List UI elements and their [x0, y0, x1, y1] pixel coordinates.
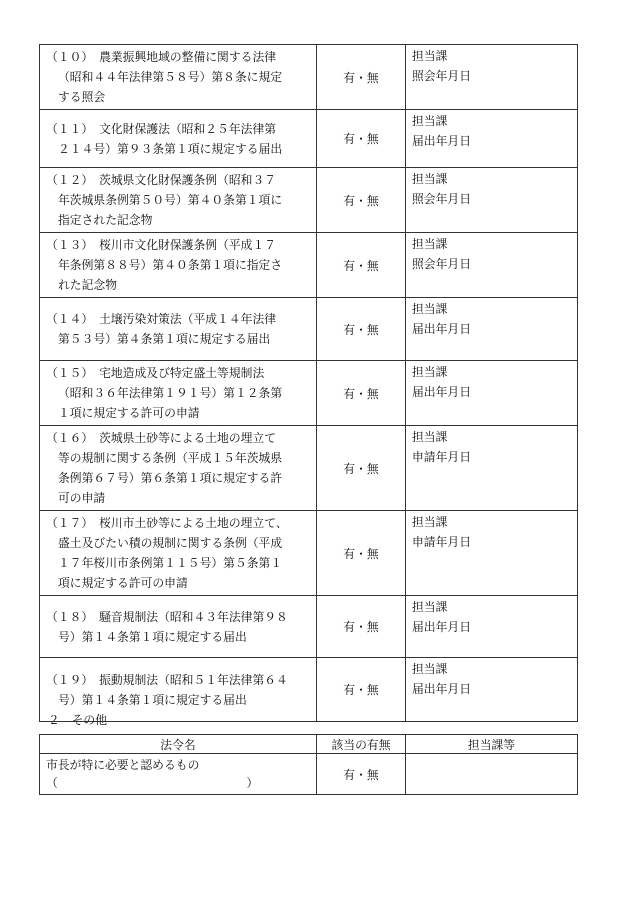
other-law-cell — [40, 754, 317, 795]
law-row — [40, 233, 578, 298]
law-text-line: １項に規定する許可の申請 — [58, 406, 200, 420]
yes-no-cell: 有・無 — [317, 45, 406, 110]
department-cell — [406, 45, 578, 110]
law-text-line: １７年桜川市条例第１１５号）第５条第１ — [58, 556, 283, 570]
law-text-line: 等の規制に関する条例（平成１５年茨城県 — [58, 451, 283, 465]
yes-no-cell: 有・無 — [317, 361, 406, 426]
date-label: 照会年月日 — [412, 69, 471, 83]
department-cell — [406, 658, 578, 722]
law-text-line: 条例第６７号）第６条第１項に規定する許 — [58, 471, 283, 485]
department-cell — [406, 596, 578, 658]
header-law-name: 法令名 — [40, 735, 317, 754]
law-text-line: （１３） 桜川市文化財保護条例（平成１７ — [46, 238, 277, 252]
header-department: 担当課等 — [406, 735, 578, 754]
legal-checklist-table — [39, 44, 578, 722]
law-text-line: （１５） 宅地造成及び特定盛土等規制法 — [46, 366, 265, 380]
other-law-line: 市長が特に必要と認めるもの — [46, 758, 200, 772]
law-text-line: （昭和３６年法律第１９１号）第１２条第 — [58, 386, 283, 400]
other-table-header-row — [40, 735, 578, 754]
law-row — [40, 426, 578, 511]
department-cell — [406, 233, 578, 298]
law-cell — [40, 596, 317, 658]
department-label: 担当課 — [412, 302, 448, 316]
department-label: 担当課 — [412, 172, 448, 186]
law-text-line: （１６） 茨城県土砂等による土地の埋立て — [46, 431, 277, 445]
yes-no-cell: 有・無 — [317, 511, 406, 596]
law-row — [40, 658, 578, 722]
date-label: 申請年月日 — [412, 450, 471, 464]
department-cell — [406, 110, 578, 168]
department-cell — [406, 168, 578, 233]
yes-no-cell: 有・無 — [317, 426, 406, 511]
date-label: 照会年月日 — [412, 192, 471, 206]
law-cell — [40, 361, 317, 426]
law-text-line: 項に規定する許可の申請 — [58, 576, 188, 590]
header-applicable: 該当の有無 — [317, 735, 406, 754]
law-text-line: 第５３号）第４条第１項に規定する届出 — [58, 332, 271, 346]
law-text-line: （１０） 農業振興地域の整備に関する法律 — [46, 50, 277, 64]
law-text-line: ２１４号）第９３条第１項に規定する届出 — [58, 141, 283, 156]
law-text-line: 号）第１４条第１項に規定する届出 — [58, 629, 247, 644]
other-law-blank: （ ） — [46, 776, 259, 790]
date-label: 届出年月日 — [412, 134, 471, 148]
law-cell — [40, 426, 317, 511]
date-label: 申請年月日 — [412, 535, 471, 549]
law-text-line: （１１） 文化財保護法（昭和２５年法律第 — [46, 121, 277, 136]
department-label: 担当課 — [412, 662, 448, 676]
department-label: 担当課 — [412, 600, 448, 614]
law-text-line: 年茨城県条例第５０号）第４０条第１項に — [58, 193, 283, 207]
law-text-line: （１４） 土壌汚染対策法（平成１４年法律 — [46, 312, 277, 326]
yes-no-cell: 有・無 — [317, 110, 406, 168]
other-yes-no: 有・無 — [317, 754, 406, 795]
law-cell — [40, 110, 317, 168]
law-row — [40, 168, 578, 233]
law-row — [40, 511, 578, 596]
law-text-line: れた記念物 — [58, 278, 117, 292]
other-table-row — [40, 754, 578, 795]
department-label: 担当課 — [412, 49, 448, 63]
yes-no-cell: 有・無 — [317, 658, 406, 722]
date-label: 届出年月日 — [412, 385, 471, 399]
date-label: 届出年月日 — [412, 322, 471, 336]
law-row — [40, 596, 578, 658]
law-text-line: （昭和４４年法律第５８号）第８条に規定 — [58, 70, 283, 84]
law-text-line: （１７） 桜川市土砂等による土地の埋立て、 — [46, 516, 288, 530]
law-text-line: （１２） 茨城県文化財保護条例（昭和３７ — [46, 173, 277, 187]
law-text-line: する照会 — [58, 90, 106, 104]
law-text-line: （１９） 振動規制法（昭和５１年法律第６４ — [46, 672, 288, 687]
department-label: 担当課 — [412, 114, 448, 128]
law-row — [40, 110, 578, 168]
department-label: 担当課 — [412, 430, 448, 444]
other-table — [39, 734, 578, 795]
yes-no-cell: 有・無 — [317, 168, 406, 233]
law-cell — [40, 45, 317, 110]
law-row — [40, 298, 578, 361]
yes-no-cell: 有・無 — [317, 233, 406, 298]
law-row — [40, 361, 578, 426]
department-label: 担当課 — [412, 515, 448, 529]
department-cell — [406, 361, 578, 426]
date-label: 届出年月日 — [412, 682, 471, 696]
department-cell — [406, 511, 578, 596]
department-cell — [406, 426, 578, 511]
yes-no-cell: 有・無 — [317, 298, 406, 361]
law-text-line: （１８） 騒音規制法（昭和４３年法律第９８ — [46, 609, 288, 624]
law-text-line: 指定された記念物 — [58, 213, 153, 227]
law-cell — [40, 511, 317, 596]
other-dept-cell — [406, 754, 578, 795]
department-label: 担当課 — [412, 365, 448, 379]
yes-no-cell: 有・無 — [317, 596, 406, 658]
law-cell — [40, 298, 317, 361]
law-text-line: 可の申請 — [58, 491, 106, 505]
law-row — [40, 45, 578, 110]
date-label: 照会年月日 — [412, 257, 471, 271]
law-cell — [40, 233, 317, 298]
law-cell — [40, 168, 317, 233]
date-label: 届出年月日 — [412, 620, 471, 634]
department-cell — [406, 298, 578, 361]
department-label: 担当課 — [412, 237, 448, 251]
law-text-line: 年条例第８８号）第４０条第１項に指定さ — [58, 258, 283, 272]
law-text-line: 号）第１４条第１項に規定する届出 — [58, 692, 247, 707]
law-text-line: 盛土及びたい積の規制に関する条例（平成 — [58, 536, 283, 550]
section-heading-other: ２ その他 — [48, 713, 107, 727]
